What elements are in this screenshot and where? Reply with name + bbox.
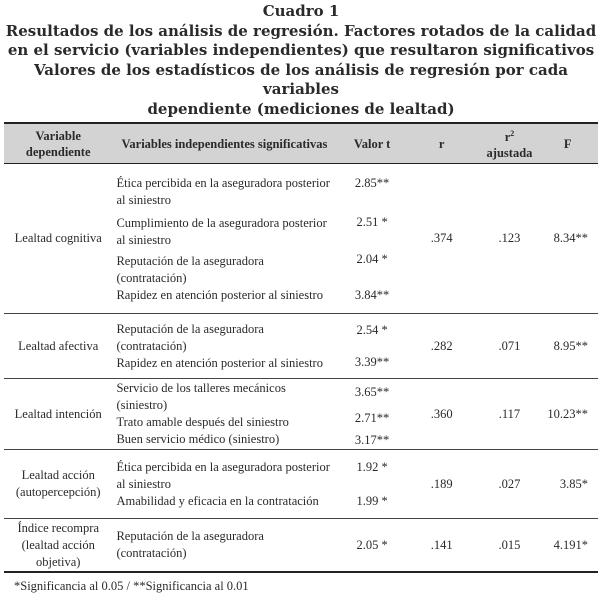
t-value: 1.99 * [356,494,388,509]
independent-variable: Ética percibida en la aseguradora posterior al siniestro [116,176,330,208]
regression-table [4,122,598,573]
r2-value: .117 [476,379,544,450]
independent-variable: Reputación de la aseguradora (contratación) [116,529,264,561]
table-row [4,379,598,450]
dependent-variable: Lealtad cognitiva [4,164,112,314]
f-value: 8.95** [543,314,598,379]
dependent-variable: Índice recompra (lealtad acción objetiva) [4,519,112,573]
caption-line: dependiente (mediciones de lealtad) [147,99,455,118]
r2-value: .123 [476,164,544,314]
header-r2-suffix: ajustada [486,146,533,161]
caption-line: Resultados de los análisis de regresión. Factores rotados de la calidad [5,21,597,40]
t-value: 3.39** [354,355,390,370]
t-value: 2.54 * [356,323,388,338]
independent-variable: Reputación de la aseguradora (contratación) [116,254,264,286]
header-row [4,123,598,164]
independent-variable: Amabilidad y eficacia en la contratación [116,493,319,508]
caption-line: Valores de los estadísticos de los análisis de regresión por cada variables [34,60,568,98]
header-r2 [476,123,544,164]
independent-variable: Rapidez en atención posterior al siniestro [116,288,323,303]
independent-variable: Buen servicio médico (siniestro) [116,432,280,447]
r-value: .374 [408,164,476,314]
t-values [336,314,407,379]
independent-variable: Servicio de los talleres mecánicos (siniestro) [116,381,286,413]
independent-variable: Trato amable después del siniestro [116,415,289,430]
dependent-variable: Lealtad intención [4,379,112,450]
t-value: 3.17** [354,433,390,448]
t-value: 1.92 * [356,460,388,475]
independent-variables [112,519,336,573]
independent-variable: Rapidez en atención posterior al siniestro [116,355,323,370]
f-value: 4.191* [543,519,598,573]
header-t-value: Valor t [336,123,407,164]
independent-variables [112,379,336,450]
t-values [336,164,407,314]
r-value: .189 [408,450,476,519]
independent-variables [112,450,336,519]
independent-variables [112,314,336,379]
header-r2-base: r [504,130,511,145]
header-independent: Variables independientes significativas [112,123,336,164]
t-value: 3.84** [354,288,390,303]
table-caption [0,2,602,119]
table-row [4,314,598,379]
independent-variable: Reputación de la aseguradora (contratación) [116,321,264,353]
t-values [336,519,407,573]
dependent-variable: Lealtad afectiva [4,314,112,379]
table-row [4,164,598,314]
caption-line: en el servicio (variables independientes) que resultaron significativos [7,41,595,59]
header-r: r [408,123,476,164]
t-value: 2.85** [354,176,390,191]
f-value: 10.23** [543,379,598,450]
t-values [336,379,407,450]
caption-label: Cuadro 1 [262,2,340,20]
r2-value: .027 [476,450,544,519]
r2-value: .071 [476,314,544,379]
independent-variable: Ética percibida en la aseguradora posterior al siniestro [116,459,330,491]
t-values [336,450,407,519]
table-row [4,450,598,519]
r2-value: .015 [476,519,544,573]
header-f: F [543,123,598,164]
header-dependent: Variable dependiente [4,123,112,164]
r-value: .282 [408,314,476,379]
t-value: 2.51 * [356,215,388,230]
dependent-variable: Lealtad acción (autopercepción) [4,450,112,519]
independent-variables [112,164,336,314]
header-r2-sup: 2 [510,129,515,138]
f-value: 3.85* [543,450,598,519]
t-value: 2.04 * [356,252,388,267]
f-value: 8.34** [543,164,598,314]
independent-variable: Cumplimiento de la aseguradora posterior al siniestro [116,216,327,248]
footnote: *Significancia al 0.05 / **Significancia al 0.01 [14,579,249,593]
t-value: 2.05 * [356,538,388,553]
table-row [4,519,598,573]
t-value: 2.71** [354,411,390,426]
r-value: .360 [408,379,476,450]
t-value: 3.65** [354,385,390,400]
r-value: .141 [408,519,476,573]
